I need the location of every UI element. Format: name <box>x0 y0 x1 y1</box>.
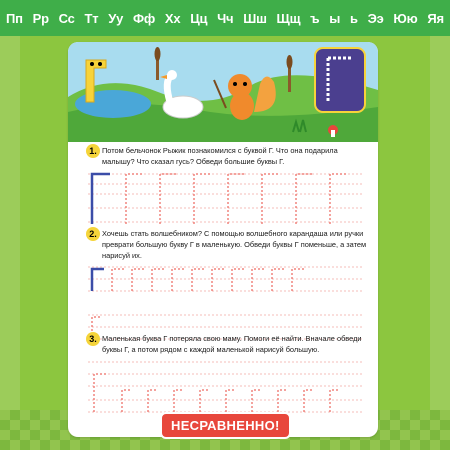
alphabet-letter: Цц <box>190 10 208 26</box>
alphabet-letter: Юю <box>393 10 418 26</box>
task-text: Потом бельчонок Рыжик познакомился с буквой Г. Что она подарила малышу? Что сказал гусь? Обведи большие буквы Г. <box>102 146 338 166</box>
alphabet-letter: Уу <box>108 10 124 26</box>
task-text: Маленькая буква Г потеряла свою маму. Помоги её найти. Вначале обведи буквы Г, а потом рядом с каждой маленькой нарисуй большую. <box>102 334 362 354</box>
task-text: Хочешь стать волшебником? С помощью волшебного карандаша или ручки преврати большую букву Г в маленькую. Обведи буквы Г поменьше, а затем нарисуй их. <box>102 229 367 260</box>
task-number: 1. <box>86 144 100 158</box>
alphabet-letter: Фф <box>132 10 156 26</box>
task-number: 2. <box>86 227 100 241</box>
exercise-card <box>68 42 378 437</box>
alphabet-letter: Чч <box>217 10 234 26</box>
alphabet-letter: Сс <box>58 10 75 26</box>
alphabet-letter: Хх <box>164 10 181 26</box>
alphabet-strip <box>0 0 450 36</box>
alphabet-letter: ы <box>329 10 341 26</box>
alphabet-letter: Тт <box>84 10 99 26</box>
alphabet-letter: Пп <box>6 10 23 26</box>
scene-illustration <box>68 42 378 142</box>
tracing-lines[interactable] <box>88 172 363 226</box>
task-number: 3. <box>86 332 100 346</box>
left-border <box>0 36 20 450</box>
alphabet-letter: Ээ <box>367 10 384 26</box>
right-border <box>430 36 450 450</box>
alphabet-letter: Рр <box>32 10 49 26</box>
alphabet-letter: Щщ <box>276 10 301 26</box>
tracing-lines[interactable] <box>88 360 363 420</box>
alphabet-letter: Яя <box>427 10 444 26</box>
praise-badge: НЕСРАВНЕННО! <box>160 412 291 439</box>
alphabet-letter: Шш <box>243 10 267 26</box>
alphabet-letter: ь <box>349 10 358 26</box>
alphabet-letter: ъ <box>310 10 320 26</box>
